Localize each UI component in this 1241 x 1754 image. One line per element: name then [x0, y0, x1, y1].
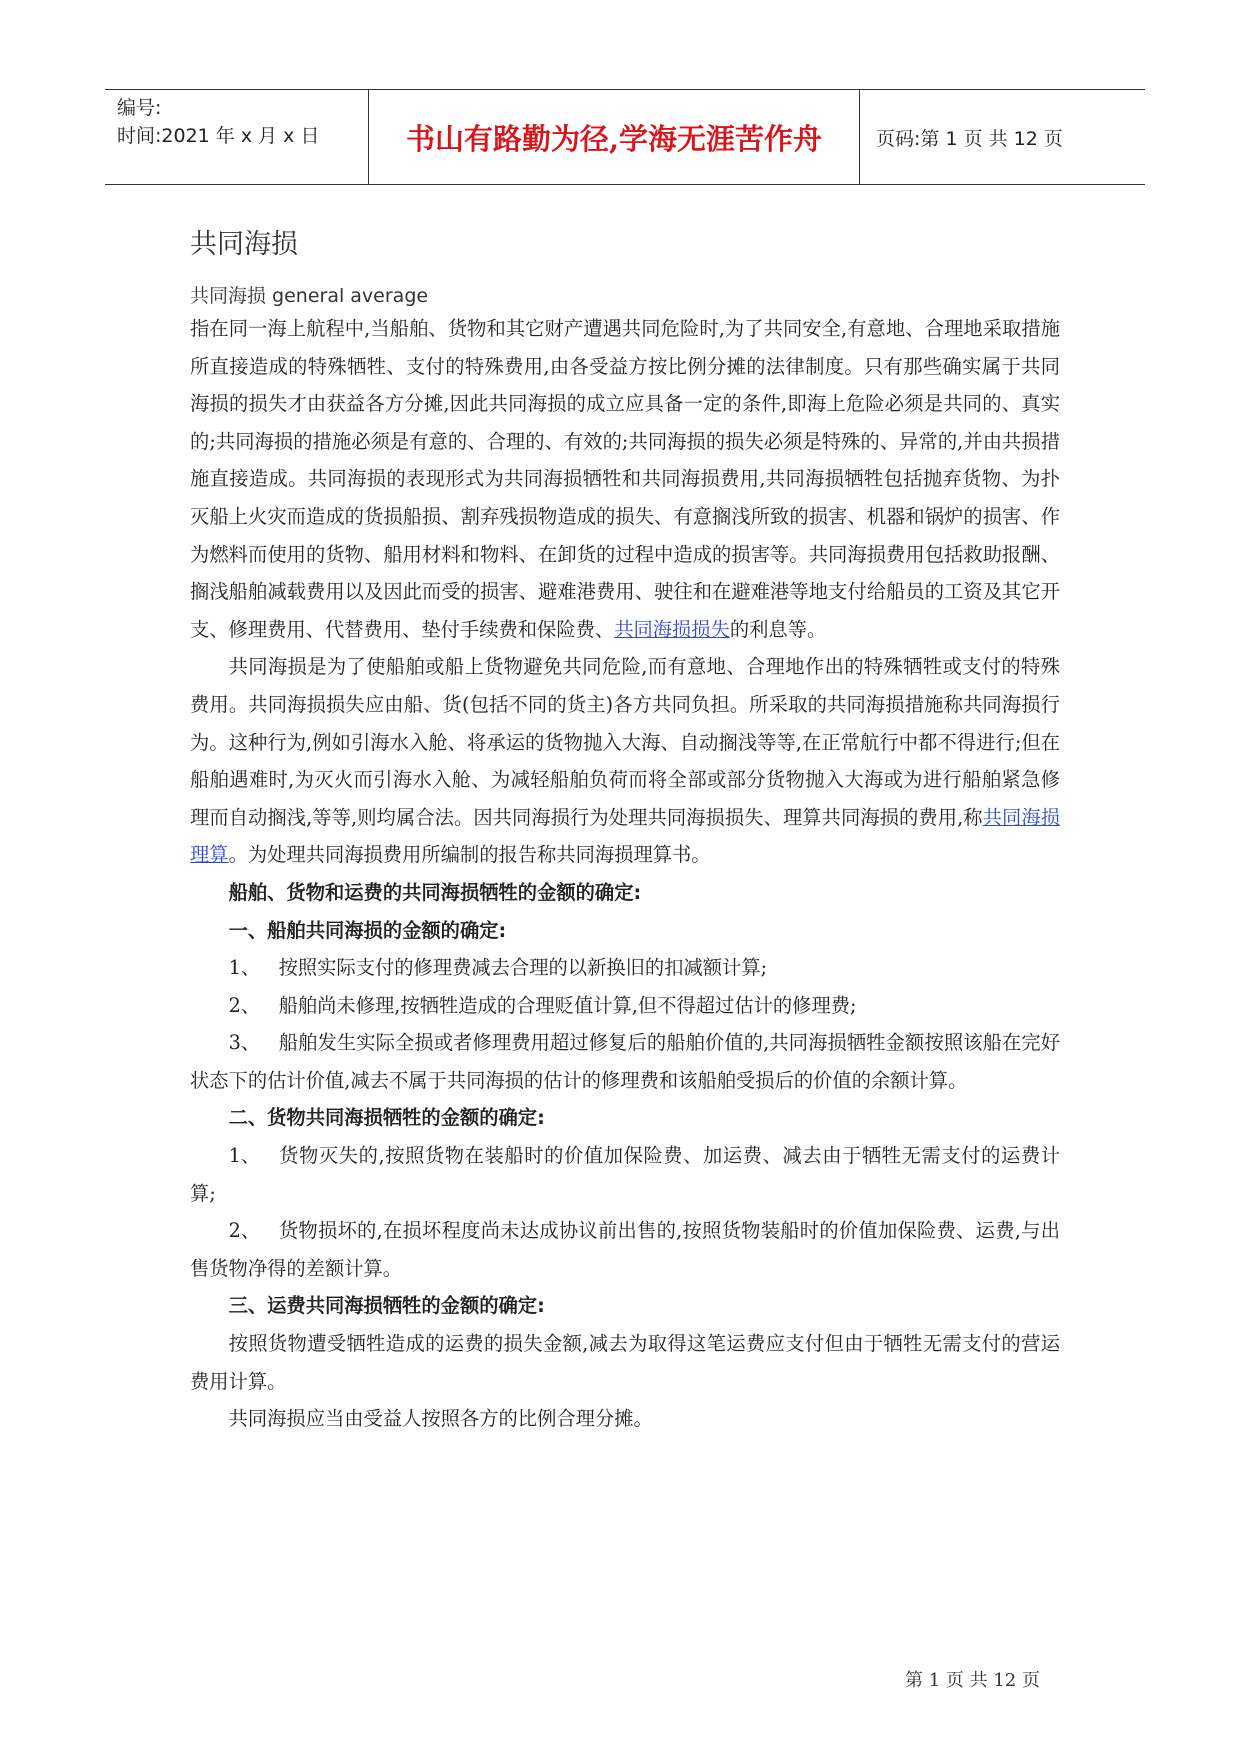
header-page-number: 页码:第 1 页 共 12 页	[876, 127, 1063, 150]
paragraph: 按照货物遭受牺牲造成的运费的损失金额,减去为取得这笔运费应支付但由于牺牲无需支付的营运费用计算。	[190, 1332, 1060, 1393]
header-meta	[117, 94, 367, 150]
list-number: 2、	[228, 1219, 261, 1243]
list-number: 3、	[228, 1031, 261, 1055]
document-header	[105, 89, 1145, 185]
list-item	[190, 1212, 1060, 1287]
list-item	[190, 1024, 1060, 1099]
section-heading: 二、货物共同海损牺牲的金额的确定:	[228, 1106, 545, 1130]
paragraph	[190, 648, 1060, 874]
section-heading: 三、运费共同海损牺牲的金额的确定:	[228, 1294, 545, 1318]
general-average-loss-link[interactable]: 共同海损损失	[614, 617, 730, 641]
list-item	[190, 1137, 1060, 1212]
doc-subtitle: 共同海损 general average	[190, 285, 429, 307]
list-number: 2、	[228, 993, 261, 1017]
paragraph-text: 。为处理共同海损费用所编制的报告称共同海损理算书。	[228, 843, 711, 867]
general-average-adjustment-link[interactable]: 共同海损理算	[190, 805, 1060, 867]
list-item	[190, 949, 1060, 987]
list-number: 1、	[228, 956, 261, 980]
number-label: 编号:	[117, 97, 162, 119]
list-text: 按照实际支付的修理费减去合理的以新换旧的扣减额计算;	[278, 956, 768, 980]
section-heading: 一、船舶共同海损的金额的确定:	[228, 918, 507, 942]
time-label: 时间:2021 年 x 月 x 日	[117, 125, 320, 147]
paragraph: 共同海损应当由受益人按照各方的比例合理分摊。	[228, 1407, 653, 1431]
list-item	[190, 987, 1060, 1025]
list-text: 货物损坏的,在损坏程度尚未达成协议前出售的,按照货物装船时的价值加保险费、运费,与出售货物净得的差额计算。	[190, 1219, 1060, 1280]
paragraph-text: 的利息等。	[729, 617, 827, 641]
document-body	[190, 222, 1060, 1438]
paragraph-text: 指在同一海上航程中,当船舶、货物和其它财产遭遇共同危险时,为了共同安全,有意地、合理地采取措施所直接造成的特殊牺牲、支付的特殊费用,由各受益方按比例分摊的法律制度。只有那些确实属于共同海损的损失才由获益各方分摊,因此共同海损的成立应具备一定的条件,即海上危险必须是共同的、真实的;共同海损的措施必须是有意的、合理的、有效的;共同海损的损失必须是特殊的、异常的,并由共损措施直接造成。共同海损的表现形式为共同海损牺牲和共同海损费用,共同海损牺牲包括抛弃货物、为扑灭船上火灾而造成的货损船损、割弃残损物造成的损失、有意搁浅所致的损害、机器和锅炉的损害、作为燃料而使用的货物、船用材料和物料、在卸货的过程中造成的损害等。共同海损费用包括救助报酬、搁浅船舶减载费用以及因此而受的损害、避难港费用、驶往和在避难港等地支付给船员的工资及其它开支、修理费用、代替费用、垫付手续费和保险费、	[190, 317, 1060, 641]
page-footer: 第 1 页 共 12 页	[905, 1670, 1040, 1691]
list-text: 船舶尚未修理,按牺牲造成的合理贬值计算,但不得超过估计的修理费;	[278, 993, 857, 1017]
section-heading: 船舶、货物和运费的共同海损牺牲的金额的确定:	[228, 880, 642, 904]
list-text: 货物灭失的,按照货物在装船时的价值加保险费、加运费、减去由于牺牲无需支付的运费计算;	[190, 1144, 1060, 1205]
list-number: 1、	[228, 1144, 261, 1168]
header-motto: 书山有路勤为径,学海无涯苦作舟	[405, 121, 823, 156]
paragraph-text: 共同海损是为了使船舶或船上货物避免共同危险,而有意地、合理地作出的特殊牺牲或支付的特殊费用。共同海损损失应由船、货(包括不同的货主)各方共同负担。所采取的共同海损措施称共同海损行为。这种行为,例如引海水入舱、将承运的货物抛入大海、自动搁浅等等,在正常航行中都不得进行;但在船舶遇难时,为灭火而引海水入舱、为减轻船舶负荷而将全部或部分货物抛入大海或为进行船舶紧急修理而自动搁浅,等等,则均属合法。因共同海损行为处理共同海损损失、理算共同海损的费用,称	[190, 655, 1060, 829]
paragraph	[190, 310, 1060, 648]
list-text: 船舶发生实际全损或者修理费用超过修复后的船舶价值的,共同海损牺牲金额按照该船在完好状态下的估计价值,减去不属于共同海损的估计的修理费和该船舶受损后的价值的余额计算。	[190, 1031, 1060, 1092]
doc-title: 共同海损	[190, 229, 298, 260]
